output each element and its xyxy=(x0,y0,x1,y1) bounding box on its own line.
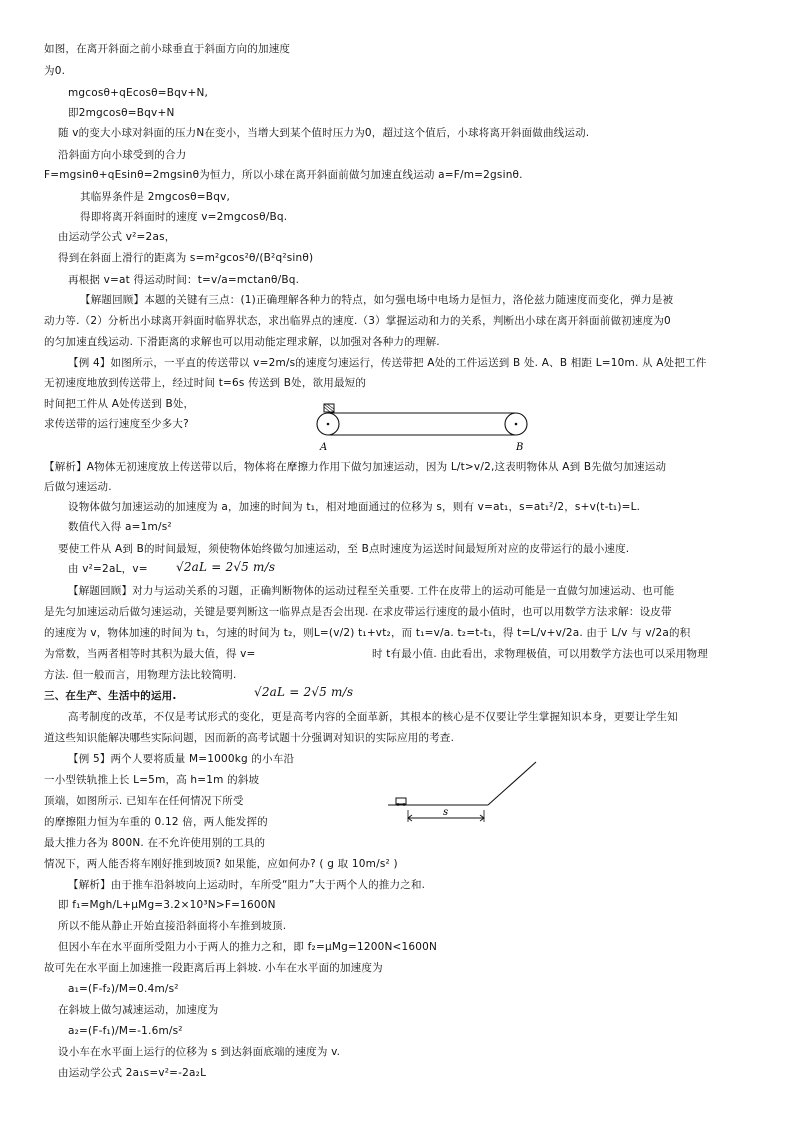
equation-line: 但因小车在水平面所受阻力小于两人的推力之和，即 f₂=μMg=1200N<1600N xyxy=(58,941,438,953)
text-line: 故可先在水平面上加速推一段距离后再上斜坡. 小车在水平面的加速度为 xyxy=(44,962,383,974)
text-line: 【解析】A物体无初速度放上传送带以后，物体将在摩擦力作用下做匀加速运动，因为 L/t>v/2,这表明物体从 A到 B先做匀加速运动 xyxy=(44,461,667,473)
equation-line: 即 f₁=Mgh/L+μMg=3.2×10³N>F=1600N xyxy=(58,899,276,911)
ramp-figure xyxy=(388,760,538,830)
text-line: 随 v的变大小球对斜面的压力N在变小，当增大到某个值时压力为0，超过这个值后，小球将离开斜面做曲线运动. xyxy=(58,127,590,139)
example-heading: 【例 5】两个人要将质量 M=1000kg 的小车沿 xyxy=(68,753,295,765)
label-s: s xyxy=(443,807,449,818)
text-line: 所以不能从静止开始直接沿斜面将小车推到坡顶. xyxy=(58,920,287,932)
equation-line: a₁=(F-f₂)/M=0.4m/s² xyxy=(68,983,179,995)
label-b: B xyxy=(516,442,524,453)
text-line: 是先匀加速运动后做匀速运动，关键是要判断这一临界点是否会出现. 在求皮带运行速度的最小值时，也可以用数学方法求解：设皮带 xyxy=(44,606,672,618)
text-line: 的匀加速直线运动. 下滑距离的求解也可以用动能定理求解，以加强对各种力的理解. xyxy=(44,336,440,348)
text-line: 如图，在离开斜面之前小球垂直于斜面方向的加速度 xyxy=(44,43,291,55)
text-line: 由运动学公式 v²=2as， xyxy=(58,231,176,243)
sqrt-formula: √2aL = 2√5 m/s xyxy=(254,685,354,699)
text-line: 为常数，当两者相等时其积为最大值，得 v= xyxy=(44,648,256,660)
text-line: 一小型铁轨推上长 L=5m，高 h=1m 的斜坡 xyxy=(44,774,260,786)
text-line: 后做匀速运动. xyxy=(44,481,112,493)
text-line: 得即将离开斜面时的速度 v=2mgcosθ/Bq. xyxy=(80,211,288,223)
text-line: 高考制度的改革，不仅是考试形式的变化，更是高考内容的全面革新，其根本的核心是不仅要让学生掌握知识本身，更要让学生知 xyxy=(68,711,678,723)
text-line: F=mgsinθ+qEsinθ=2mgsinθ为恒力，所以小球在离开斜面前做匀加速直线运动 a=F/m=2gsinθ. xyxy=(44,169,523,181)
text-line: 【解题回顾】本题的关键有三点：(1)正确理解各种力的特点，如匀强电场中电场力是恒力，洛伦兹力随速度而变化，弹力是被 xyxy=(80,294,674,306)
text-line: 顶端，如图所示. 已知车在任何情况下所受 xyxy=(44,795,244,807)
text-line: 其临界条件是 2mgcosθ=Bqv, xyxy=(80,191,231,203)
text-line: 无初速度地放到传送带上，经过时间 t=6s 传送到 B处，欲用最短的 xyxy=(44,377,367,389)
text-line: 设小车在水平面上运行的位移为 s 到达斜面底端的速度为 v. xyxy=(58,1046,341,1058)
equation-line: 由运动学公式 2a₁s=v²=-2a₂L xyxy=(58,1067,207,1079)
text-line: 为0. xyxy=(44,65,66,77)
text-line: 得到在斜面上滑行的距离为 s=m²gcos²θ/(B²q²sinθ) xyxy=(58,252,314,264)
equation-line: a₂=(F-f₁)/M=-1.6m/s² xyxy=(68,1025,183,1037)
text-line: 设物体做匀加速运动的加速度为 a，加速的时间为 t₁，相对地面通过的位移为 s，则有 v=at₁，s=at₁²/2，s+v(t-t₁)=L. xyxy=(68,501,641,513)
text-line: 数值代入得 a=1m/s² xyxy=(68,521,172,533)
text-line: 要使工件从 A到 B的时间最短，须使物体始终做匀加速运动，至 B点时速度为运送时间最短所对应的皮带运行的最小速度. xyxy=(58,543,630,555)
equation-line: mgcosθ+qEcosθ=Bqv+N, xyxy=(68,87,209,99)
section-heading: 三、在生产、生活中的运用. xyxy=(44,690,177,702)
equation-line: 即2mgcosθ=Bqv+N xyxy=(68,107,175,119)
sqrt-formula: √2aL = 2√5 m/s xyxy=(176,560,276,574)
text-line: 动力等.（2）分析出小球离开斜面时临界状态，求出临界点的速度.（3）掌握运动和力的关系，判断出小球在离开斜面前做初速度为0 xyxy=(44,315,671,327)
example-heading: 【例 4】如图所示，一平直的传送带以 v=2m/s的速度匀速运行，传送带把 A处的工件运送到 B 处. A、B 相距 L=10m. 从 A处把工件 xyxy=(68,357,707,369)
text-line: 由 v²=2aL，v= xyxy=(68,563,148,575)
text-line: 的速度为 v，物体加速的时间为 t₁，匀速的时间为 t₂，则L=(v/2) t₁+vt₂，而 t₁=v/a. t₂=t-t₁，得 t=L/v+v/2a. 由于 L/v 与 v/2a的积 xyxy=(44,627,691,639)
cart xyxy=(396,798,406,804)
text-line: 沿斜面方向小球受到的合力 xyxy=(58,149,187,161)
text-line: 情况下，两人能否将车刚好推到坡顶? 如果能，应如何办? ( g 取 10m/s² ) xyxy=(44,858,398,870)
text-line: 在斜坡上做匀减速运动，加速度为 xyxy=(58,1004,219,1016)
text-line: 【解题回顾】对力与运动关系的习题，正确判断物体的运动过程至关重要. 工件在皮带上的运动可能是一直做匀加速运动、也可能 xyxy=(68,585,675,597)
text-line: 求传送带的运行速度至少多大? xyxy=(44,418,189,430)
text-line: 再根据 v=at 得运动时间：t=v/a=mctanθ/Bq. xyxy=(68,274,300,286)
text-line: 方法. 但一般而言，用物理方法比较简明. xyxy=(44,669,237,681)
text-line: 最大推力各为 800N. 在不允许使用别的工具的 xyxy=(44,837,266,849)
text-line: 道这些知识能解决哪些实际问题，因而新的高考试题十分强调对知识的实际应用的考查. xyxy=(44,732,455,744)
label-a: A xyxy=(320,442,328,453)
text-line: 时间把工件从 A处传送到 B处， xyxy=(44,398,195,410)
text-line: 【解析】由于推车沿斜坡向上运动时，车所受“阻力”大于两个人的推力之和. xyxy=(68,879,426,891)
text-line: 时 t有最小值. 由此看出，求物理极值，可以用数学方法也可以采用物理 xyxy=(372,648,708,660)
text-line: 的摩擦阻力恒为车重的 0.12 倍，两人能发挥的 xyxy=(44,816,268,828)
conveyor-belt-figure xyxy=(310,400,540,455)
